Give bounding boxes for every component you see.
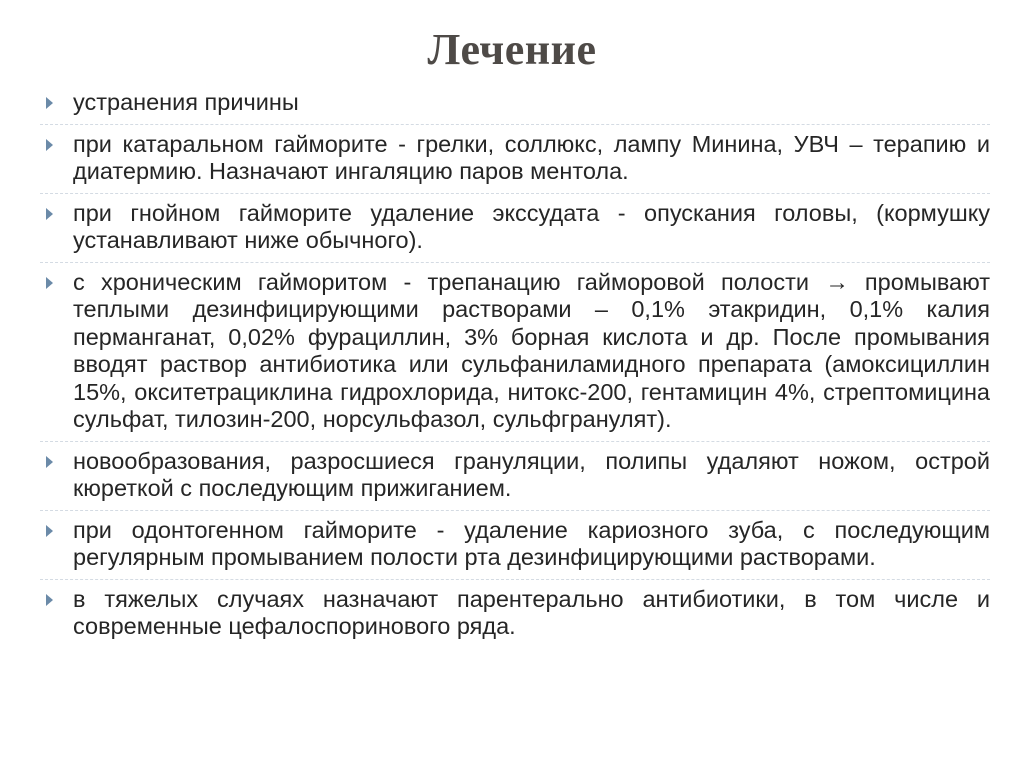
triangle-bullet-icon [46, 594, 53, 606]
bullet-list [40, 89, 990, 654]
list-item-text: с хроническим гайморитом - трепанацию гайморовой полости → промывают теплыми дезинфицирующими растворами – 0,1% этакридин, 0,1% калия перманганат, 0,02% фурациллин, 3% борная кислота и др. После промывания вводят раствор антибиотика или сульфаниламидного препарата (амоксициллин 15%, окситетрациклина гидрохлорида, нитокс-200, гентамицин 4%, стрептомицина сульфат, тилозин-200, норсульфазол, сульфгранулят). [73, 268, 990, 432]
triangle-bullet-icon [46, 208, 53, 220]
list-item-text: новообразования, разросшиеся грануляции, полипы удаляют ножом, острой кюреткой с последующим прижиганием. [73, 447, 990, 501]
list-item-text: при катаральном гайморите - грелки, соллюкс, лампу Минина, УВЧ – терапию и диатермию. Назначают ингаляцию паров ментола. [73, 130, 990, 184]
list-item [40, 448, 990, 511]
list-item-text: при гнойном гайморите удаление экссудата - опускания головы, (кормушку устанавливают ниже обычного). [73, 199, 990, 253]
list-item-text: при одонтогенном гайморите - удаление кариозного зуба, с последующим регулярным промыванием полости рта дезинфицирующими растворами. [73, 516, 990, 570]
list-item-text: устранения причины [73, 89, 299, 115]
list-item [40, 131, 990, 194]
slide-title: Лечение [427, 25, 597, 74]
list-item [40, 586, 990, 648]
list-item [40, 269, 990, 442]
list-item [40, 89, 990, 125]
triangle-bullet-icon [46, 525, 53, 537]
triangle-bullet-icon [46, 139, 53, 151]
list-item-text: в тяжелых случаях назначают парентерально антибиотики, в том числе и современные цефалоспоринового ряда. [73, 585, 990, 639]
triangle-bullet-icon [46, 277, 53, 289]
list-item [40, 200, 990, 263]
triangle-bullet-icon [46, 456, 53, 468]
list-item [40, 517, 990, 580]
triangle-bullet-icon [46, 97, 53, 109]
